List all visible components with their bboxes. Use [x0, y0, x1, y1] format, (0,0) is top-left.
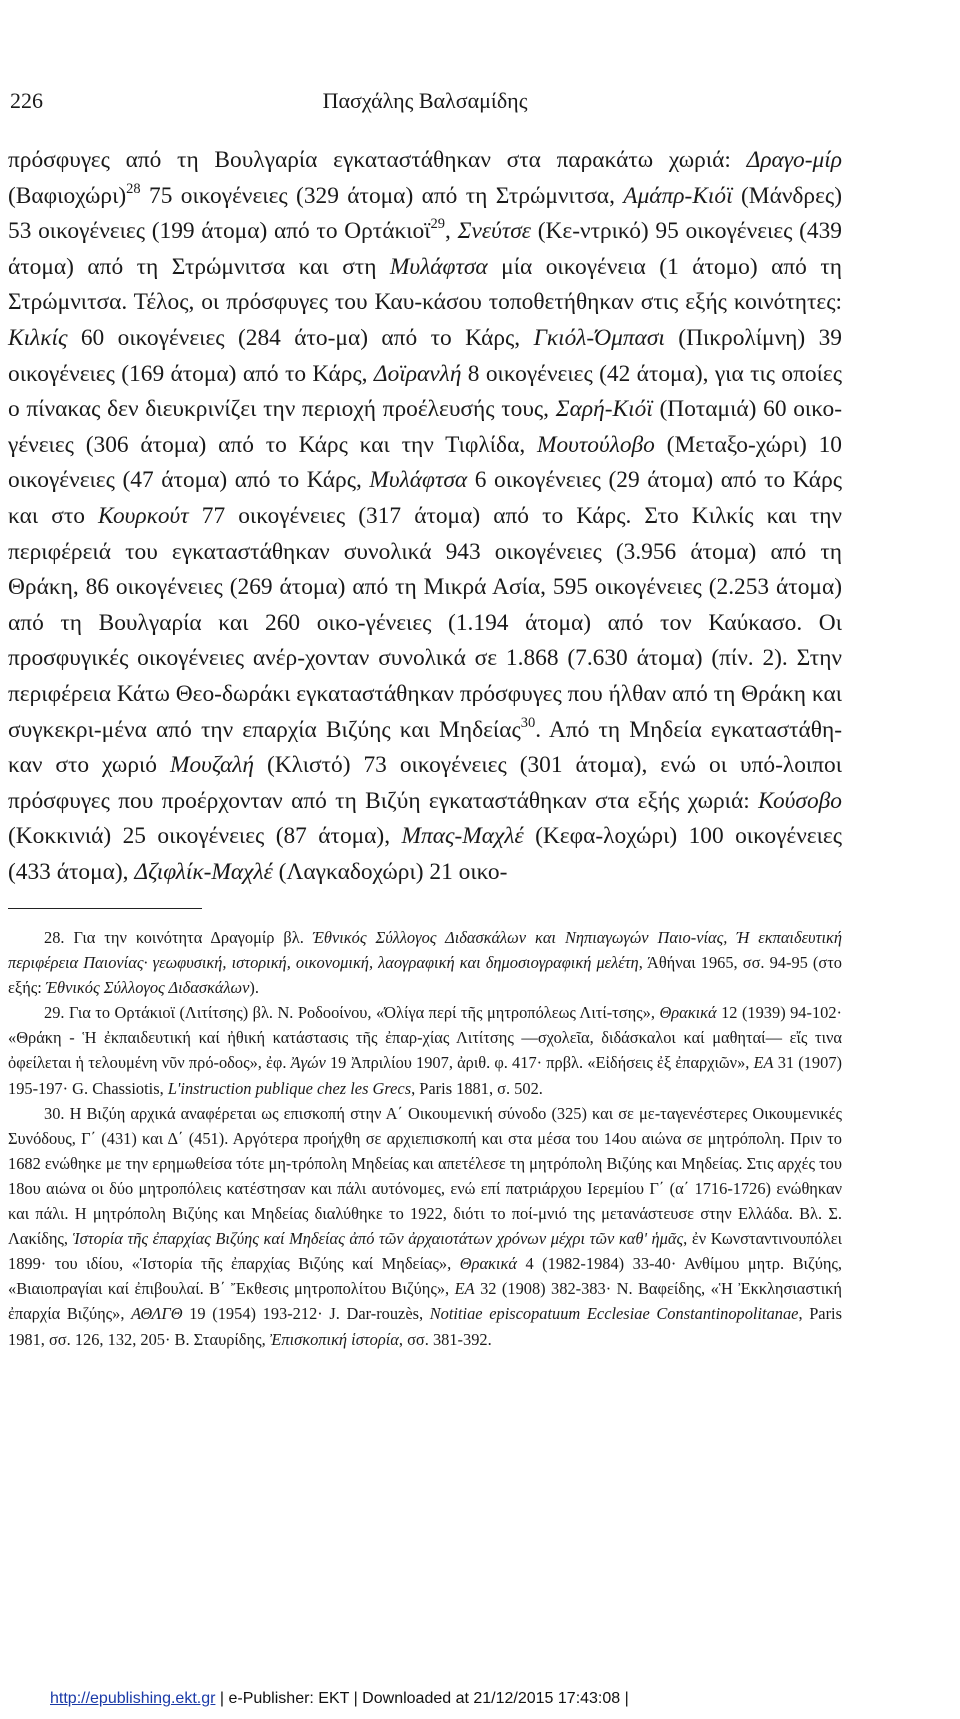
text-run: (Κοκκινιά) 25 οικογένειες (87 άτομα), [8, 823, 402, 850]
text-run: , Paris 1981, σσ. 126, 132, 205· Β. Σταυρίδης, [8, 1304, 842, 1349]
italic-term: Κουρκούτ [98, 502, 189, 529]
italic-term: Μυλάφτσα [369, 467, 468, 494]
text-run: ). [249, 978, 259, 998]
text-run: , ἐν Κωνσταντινουπόλει 1899· του ιδίου, «Ἱστορία τῆς ἐπαρχίας Βιζύης καί Μηδείας», [8, 1229, 842, 1274]
footnote-30 [8, 1101, 842, 1352]
text-run: , Paris 1881, σ. 502. [411, 1078, 543, 1098]
footnote-marker: 29 [430, 216, 446, 233]
text-run: (Ποταμιά) 60 οικο-γένειες (306 άτομα) από το Κάρς και την Τιφλίδα, [8, 396, 842, 458]
body-paragraph [8, 143, 842, 890]
text-run: 60 οικογένειες (284 άτο-μα) από το Κάρς, [67, 324, 534, 351]
text-run: (Κε-ντρικό) 95 οικογένειες (439 άτομα) από τη Στρώμνιτσα και στη [8, 218, 843, 280]
footnote-marker: 28 [126, 180, 141, 197]
page-header [10, 88, 840, 118]
text-run: , Άθήναι 1965, σσ. 94-95 (στο εξής: [8, 953, 843, 998]
italic-term: ΑΘΛΓΘ [131, 1304, 183, 1324]
text-run: (Λαγκαδοχώρι) 21 οικο- [272, 858, 508, 885]
text-run: 6 οικογένειες (29 άτομα) από το Κάρς και στο [8, 467, 842, 529]
text-run: 4 (1982-1984) 33-40· Ανθίμου μητρ. Βιζύης, «Βιαιοπραγίαι καί ἐπιβουλαί. Β΄ Ἔκθεσις μητροπολίτου Βιζύης», [8, 1254, 843, 1299]
page-number: 226 [10, 88, 43, 113]
text-run: 12 (1939) 94-102· «Θράκη - Ἡ ἐκπαιδευτική καί ἠθική κατάστασις τῆς ἐπαρ-χίας Λιτίτσης —σχολεῖα, διδάσκαλοι καί μαθηταί— εἴς τινα ὀφείλεται ἡ τελουμένη νῦν πρό-οδος», ἐφ. [8, 1003, 843, 1073]
italic-term: ΕΑ [753, 1053, 774, 1073]
footnote-separator [8, 908, 202, 909]
text-run: 32 (1908) 382-383· Ν. Βαφείδης, «Ἡ Ἐκκλησιαστική ἐπαρχία Βιζύης», [8, 1279, 842, 1324]
italic-term: Έθνικός Σύλλογος Διδασκάλων και Νηπιαγωγών Παιο-νίας, Ή εκπαιδευτική περιφέρεια Παιονίας· γεωφυσική, ιστορική, οικονομική, λαογραφική και δημοσιογραφική μελέτη [8, 928, 842, 973]
text-run: 75 οικογένειες (329 άτομα) από τη Στρώμνιτσα, [140, 182, 624, 209]
italic-term: Notitiae episcopatuum Ecclesiae Constantinopolitanae [429, 1304, 799, 1324]
text-run: μία οικογένεια (1 άτομο) από τη Στρώμνιτσα. Τέλος, οι πρόσφυγες του Καυ-κάσου τοποθετήθηκαν στις εξής κοινότητες: [8, 253, 842, 316]
italic-term: Ἱστορία τῆς ἐπαρχίας Βιζύης καί Μηδείας ἀπό τῶν ἀρχαιοτάτων χρόνων μέχρι τῶν καθ' ἡμᾶς [72, 1229, 684, 1249]
text-run: 77 οικογένειες (317 άτομα) από το Κάρς. Στο Κιλκίς και την περιφέρειά του εγκαταστάθηκαν συνολικά 943 οικογένειες (3.956 άτομα) από τη Θράκη, 86 οικογένειες (269 άτομα) από τη Μικρά Ασία, 595 οικογένειες (2.253 άτομα) από τη Βουλγαρία και 260 οικο-γένειες (1.194 άτομα) από τον Καύκασο. Οι προσφυγικές οικογένειες ανέρ-χονταν συνολικά σε 1.868 (7.630 άτομα) (πίν. 2). Στην περιφέρεια Κάτω Θεο-δωράκι εγκαταστάθηκαν πρόσφυγες που ήλθαν από τη Θράκη και συγκεκρι-μένα από την επαρχία Βιζύης και Μηδείας [8, 502, 842, 743]
footnote-marker: 30 [520, 714, 536, 731]
italic-term: Σνεύτσε [457, 218, 531, 245]
text-run: , σσ. 381-392. [398, 1329, 492, 1349]
italic-term: Μυλάφτσα [389, 253, 488, 280]
running-title: Πασχάλης Βαλσαμίδης [322, 88, 528, 113]
text-run: (Μάνδρες) 53 οικογένειες (199 άτομα) από το Ορτάκιοϊ [8, 182, 842, 245]
text-run: (Μεταξο-χώρι) 10 οικογένειες (47 άτομα) από το Κάρς, [8, 431, 842, 494]
italic-term: Γκιόλ-Όμπασι [533, 324, 665, 351]
italic-term: Έθνικός Σύλλογος Διδασκάλων [45, 978, 250, 998]
italic-term: Σαρή-Κιόϊ [555, 396, 653, 423]
text-run: 19 Ἀπριλίου 1907, ἀριθ. φ. 417· πρβλ. «Εἰδήσεις ἐξ ἐπαρχιῶν», [325, 1053, 754, 1073]
italic-term: Θρακικά [659, 1003, 717, 1023]
footer-info: | e-Publisher: EKT | Downloaded at 21/12/2015 17:43:08 | [215, 1690, 629, 1707]
italic-term: Δζιφλίκ-Μαχλέ [134, 858, 273, 885]
text-run: (Κλιστό) 73 οικογένειες (301 άτομα), ενώ οι υπό-λοιποι πρόσφυγες που προέρχονταν από τη Βιζύη εγκαταστάθηκαν στα εξής χωριά: [8, 752, 842, 814]
italic-term: Αμάπρ-Κιόϊ [623, 182, 733, 209]
text-run: (Πικρολίμνη) 39 οικογένειες (169 άτομα) από το Κάρς, [8, 324, 842, 387]
text-run: 29. Για το Ορτάκιοϊ (Λιτίτσης) βλ. Ν. Ροδοοίνου, «Όλίγα περί τῆς μητροπόλεως Λιτί-τσης», [44, 1003, 660, 1023]
italic-term: Μπας-Μαχλέ [401, 823, 524, 850]
text-run: , [445, 218, 458, 245]
epublishing-link[interactable]: http://epublishing.ekt.gr [50, 1690, 216, 1707]
italic-term: Δραγο-μίρ [746, 147, 842, 173]
download-footer [50, 1690, 629, 1708]
text-run: 28. Για την κοινότητα Δραγομίρ βλ. [44, 928, 313, 947]
italic-term: L'instruction publique chez les Grecs [167, 1078, 412, 1098]
text-run: 31 (1907) 195-197· G. Chassiotis, [8, 1053, 842, 1098]
footnote-29 [8, 1000, 842, 1100]
footnotes [8, 925, 842, 1352]
text-run: 30. Η Βιζύη αρχικά αναφέρεται ως επισκοπή στην Α΄ Οικουμενική σύνοδο (325) και σε με-ταγενέστερες Οικουμενικές Συνόδους, Γ΄ (431) και Δ΄ (451). Αργότερα προήχθη σε αρχιεπισκοπή και στα μέσα του 14ου αιώνα σε μητρόπολη. Πριν το 1682 ενώθηκε με την ερημωθείσα τότε μη-τρόπολη Μηδείας και απετέλεσε τη μητρόπολη Βιζύης και Μηδείας. Στις αρχές του 18ου αιώνα οι δύο μητροπόλεις κατέστησαν και πάλι αυτόνομες, ενώ επί πατριάρχου Ιερεμίου Γ΄ (α΄ 1716-1726) ενώθηκαν και πάλι. Η μητρόπολη Βιζύης και Μηδείας διαλύθηκε το 1922, διότι το ποί-μνιό της μετανάστευσε στην Ελλάδα. Βλ. Σ. Λακίδης, [8, 1103, 842, 1249]
italic-term: Μουτούλοβο [536, 431, 655, 458]
text-run: (Κεφα-λοχώρι) 100 οικογένειες (433 άτομα), [8, 823, 843, 885]
italic-term: Θρακικά [459, 1254, 517, 1274]
text-run: . Από τη Μηδεία εγκαταστάθη-καν στο χωριό [8, 716, 842, 779]
italic-term: Κούσοβο [758, 787, 842, 814]
text-run: 8 οικογένειες (42 άτομα), για τις οποίες ο πίνακας δεν διευκρινίζει την περιοχή προέλευσής τους, [8, 360, 843, 423]
italic-term: Κιλκίς [8, 324, 68, 351]
footnote-28 [8, 925, 842, 1000]
italic-term: Ἐπισκοπική ἱστορία [269, 1329, 399, 1349]
italic-term: Δοϊρανλή [373, 360, 462, 387]
body-text [8, 143, 842, 890]
italic-term: Ἀγών [290, 1053, 326, 1073]
italic-term: ΕΑ [454, 1279, 475, 1299]
italic-term: Μουζαλή [169, 752, 255, 779]
text-run: πρόσφυγες από τη Βουλγαρία εγκαταστάθηκαν στα παρακάτω χωριά: [8, 147, 747, 173]
text-run: 19 (1954) 193-212· J. Dar-rouzès, [182, 1304, 430, 1324]
text-run: (Βαφιοχώρι) [8, 182, 127, 209]
